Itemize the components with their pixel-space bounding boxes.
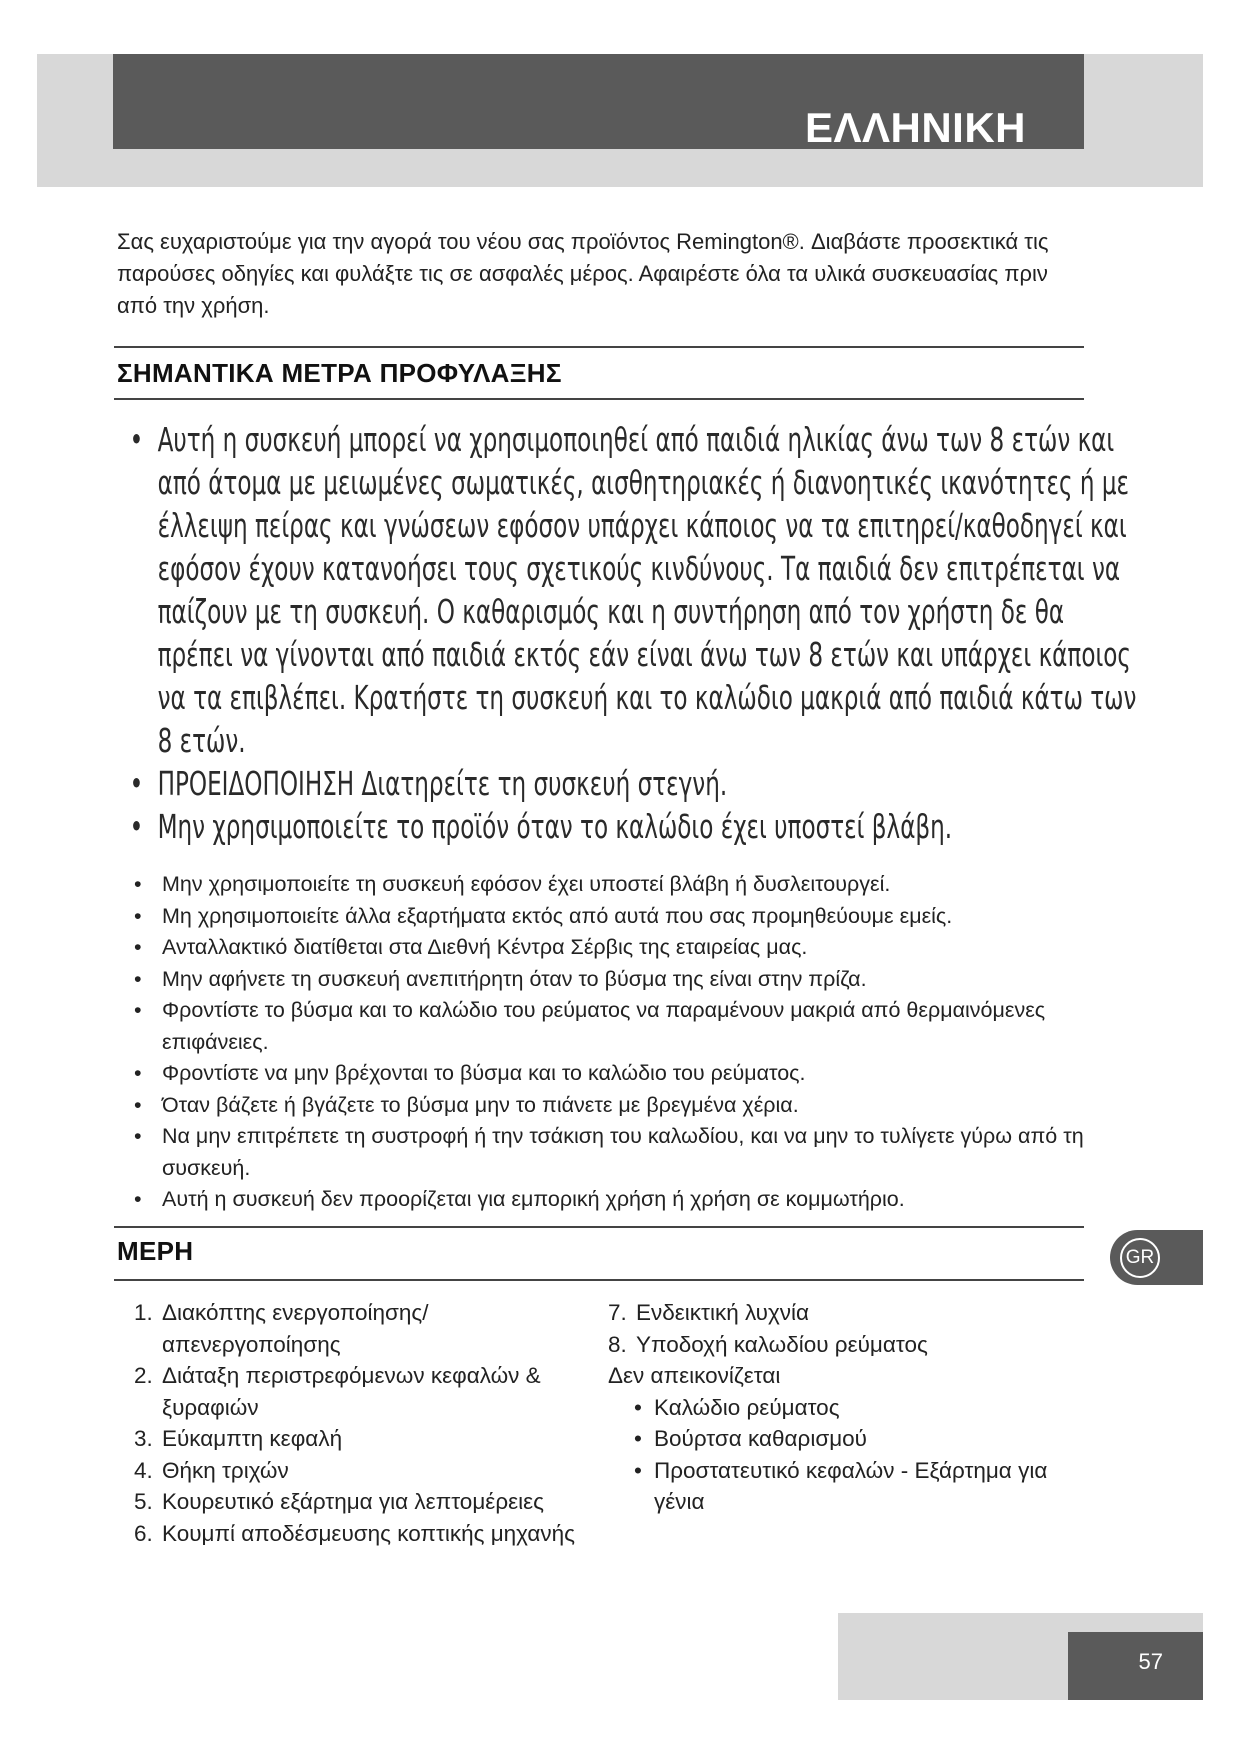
list-item: • Μη χρησιμοποιείτε άλλα εξαρτήματα εκτός από αυτά που σας προμηθεύουμε εμείς. bbox=[117, 901, 1117, 933]
item-number: 4. bbox=[134, 1457, 153, 1483]
parts-list-left bbox=[117, 1297, 587, 1549]
divider bbox=[114, 346, 1084, 348]
list-item: • Βούρτσα καθαρισμού bbox=[608, 1423, 1078, 1455]
safety-heading: ΣΗΜΑΝΤΙΚΑ ΜΕΤΡΑ ΠΡΟΦΥΛΑΞΗΣ bbox=[117, 358, 562, 388]
list-item: • Καλώδιο ρεύματος bbox=[608, 1392, 1078, 1424]
list-item: • Αυτή η συσκευή μπορεί να χρησιμοποιηθεί από παιδιά ηλικίας άνω των 8 ετών και από άτομα με μειωμένες σωματικές, αισθητηριακές ή διανοητικές ικανότητες ή με έλλειψη πείρας και γνώσεων εφόσον υπάρχει κάποιος να τα επιτηρεί/καθοδηγεί και εφόσον έχουν κατανοήσει τους σχετικούς κινδύνους. Τα παιδιά δεν επιτρέπεται να παίζουν με τη συσκευή. Ο καθαρισμός και η συντήρηση από τον χρήστη δε θα πρέπει να γίνονται από παιδιά εκτός εάν είναι άνω των 8 ετών και υπάρχει κάποιος να τα επιβλέπει. Κρατήστε τη συσκευή και το καλώδιο μακριά από παιδιά κάτω των 8 ετών. bbox=[117, 418, 1138, 762]
item-number: 2. bbox=[134, 1363, 153, 1388]
safety-list-large bbox=[117, 418, 1137, 848]
item-text: Υποδοχή καλωδίου ρεύματος bbox=[636, 1331, 928, 1357]
not-shown-list bbox=[608, 1392, 1078, 1518]
list-item: • Να μην επιτρέπετε τη συστροφή ή την τσάκιση του καλωδίου, και να μην το τυλίγετε γύρω από τη συσκευή. bbox=[117, 1121, 1117, 1184]
item-text: Θήκη τριχών bbox=[162, 1457, 289, 1483]
divider bbox=[114, 398, 1084, 400]
list-item bbox=[608, 1297, 1078, 1329]
header-bar bbox=[113, 54, 1084, 149]
item-number: 5. bbox=[134, 1489, 153, 1514]
parts-heading: ΜΕΡΗ bbox=[117, 1236, 194, 1266]
list-item: • Μην αφήνετε τη συσκευή ανεπιτήρητη όταν το βύσμα της είναι στην πρίζα. bbox=[117, 964, 1117, 996]
item-number: 1. bbox=[134, 1300, 153, 1325]
list-item: • Προστατευτικό κεφαλών - Εξάρτημα για γένια bbox=[608, 1455, 1078, 1518]
safety-list bbox=[117, 869, 1117, 1216]
list-item bbox=[117, 1360, 587, 1423]
list-item bbox=[117, 1455, 587, 1487]
footer-bar bbox=[1068, 1632, 1203, 1700]
item-text: Διάταξη περιστρεφόμενων κεφαλών & ξυραφιών bbox=[162, 1363, 541, 1420]
divider bbox=[114, 1279, 1084, 1281]
list-item: • Ανταλλακτικό διατίθεται στα Διεθνή Κέντρα Σέρβις της εταιρείας μας. bbox=[117, 932, 1117, 964]
item-text: Κουρευτικό εξάρτημα για λεπτομέρειες bbox=[162, 1489, 545, 1514]
item-number: 6. bbox=[134, 1520, 153, 1546]
list-item bbox=[117, 1486, 587, 1518]
not-shown-label: Δεν απεικονίζεται bbox=[608, 1363, 781, 1388]
divider bbox=[114, 1226, 1084, 1228]
intro-paragraph: Σας ευχαριστούμε για την αγορά του νέου σας προϊόντος Remington®. Διαβάστε προσεκτικά τις παρούσες οδηγίες και φυλάξτε τις σε ασφαλές μέρος. Αφαιρέστε όλα τα υλικά συσκευασίας πριν από την χρήση. bbox=[117, 229, 1049, 318]
list-item: • Αυτή η συσκευή δεν προορίζεται για εμπορική χρήση ή χρήση σε κομμωτήριο. bbox=[117, 1184, 1117, 1216]
item-text: Διακόπτης ενεργοποίησης/ απενεργοποίησης bbox=[162, 1300, 429, 1357]
list-item: • Μην χρησιμοποιείτε το προϊόν όταν το καλώδιο έχει υποστεί βλάβη. bbox=[117, 805, 1138, 848]
list-item bbox=[117, 1423, 587, 1455]
item-number: 3. bbox=[134, 1426, 153, 1451]
item-number: 8. bbox=[608, 1331, 627, 1357]
item-number: 7. bbox=[608, 1300, 627, 1325]
language-tab bbox=[1110, 1230, 1203, 1285]
list-item bbox=[608, 1329, 1078, 1361]
list-item: • Φροντίστε να μην βρέχονται το βύσμα και το καλώδιο του ρεύματος. bbox=[117, 1058, 1117, 1090]
language-title: ΕΛΛΗΝΙΚΗ bbox=[804, 104, 1026, 151]
parts-numbered-list bbox=[608, 1297, 1078, 1360]
page-number: 57 bbox=[1138, 1649, 1163, 1674]
list-item: • Φροντίστε το βύσμα και το καλώδιο του ρεύματος να παραμένουν μακριά από θερμαινόμενες επιφάνειες. bbox=[117, 995, 1117, 1058]
item-text: Ενδεικτική λυχνία bbox=[636, 1300, 810, 1325]
language-code-badge: GR bbox=[1120, 1238, 1160, 1278]
list-item bbox=[117, 1518, 587, 1550]
item-text: Κουμπί αποδέσμευσης κοπτικής μηχανής bbox=[162, 1520, 575, 1546]
list-item: • Όταν βάζετε ή βγάζετε το βύσμα μην το πιάνετε με βρεγμένα χέρια. bbox=[117, 1090, 1117, 1122]
list-item: • Μην χρησιμοποιείτε τη συσκευή εφόσον έχει υποστεί βλάβη ή δυσλειτουργεί. bbox=[117, 869, 1117, 901]
item-text: Εύκαμπτη κεφαλή bbox=[162, 1426, 343, 1451]
list-item bbox=[117, 1297, 587, 1360]
list-item: • ΠΡΟΕΙΔΟΠΟΙΗΣΗ Διατηρείτε τη συσκευή στεγνή. bbox=[117, 762, 1138, 805]
parts-list-right bbox=[608, 1297, 1078, 1518]
